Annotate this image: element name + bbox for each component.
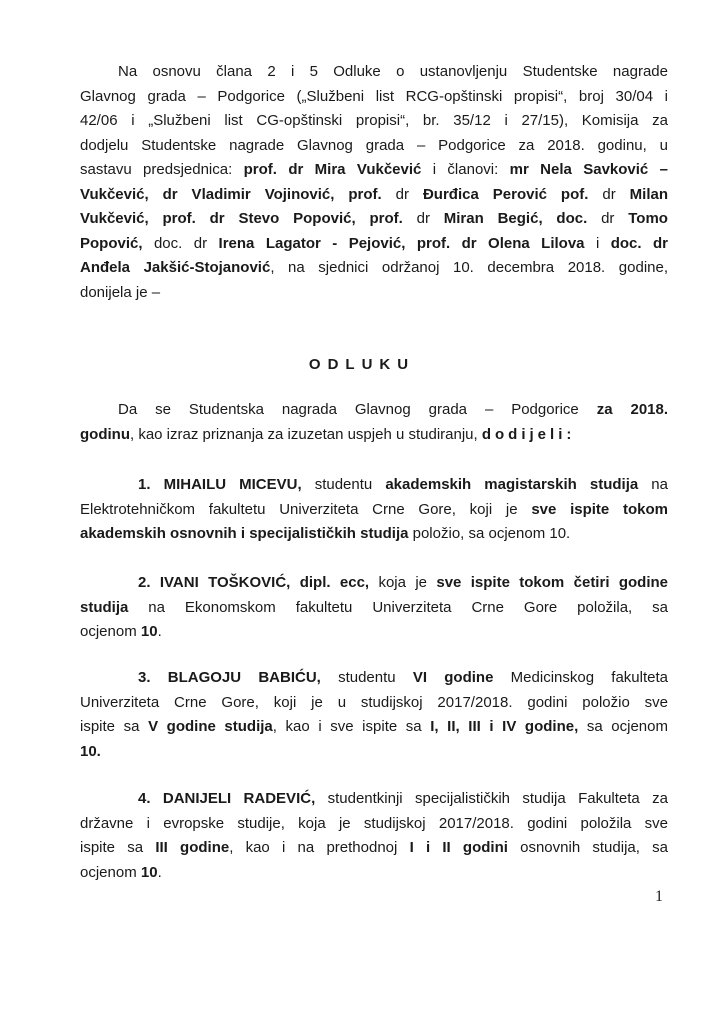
text-line [80, 666, 668, 691]
text-line [80, 183, 668, 208]
bold-text: sve ispite tokom [531, 500, 668, 518]
text: i članovi: [421, 161, 510, 178]
text: , na sjednici održanoj 10. decembra 2018. godine, [270, 259, 669, 276]
bold-text: I i II godini [409, 839, 508, 856]
text-line [80, 281, 668, 306]
bold-text: akademskih osnovnih i specijalističkih studija [80, 525, 409, 542]
bold-text: akademskih magistarskih studija [385, 476, 639, 493]
text: Elektrotehničkom fakultetu Univerziteta Crne Gore, koji je [80, 500, 532, 518]
bold-text: I, II, III i IV godine, [430, 718, 579, 735]
text-line [80, 740, 668, 765]
text: na Ekonomskom fakultetu Univerziteta Crne Gore položila, sa [128, 598, 668, 616]
text: donijela je – [80, 283, 161, 301]
bold-text: Đurđica Perović pof. [422, 185, 589, 203]
text: sa ocjenom [578, 718, 668, 735]
bold-text: Miran Begić, doc. [443, 210, 588, 227]
text: ispite sa [80, 839, 156, 856]
text-line [80, 109, 668, 134]
text: Na osnovu člana 2 i 5 Odluke o ustanovljenju Studentske nagrade [118, 63, 668, 80]
bold-text: dodijeli: [481, 425, 576, 443]
text-line [80, 571, 668, 596]
text: i [584, 234, 611, 252]
bold-text: Vukčević, prof. dr Stevo Popović, prof. [80, 210, 403, 227]
text: osnovnih studija, sa [507, 839, 668, 856]
text-line [80, 836, 668, 861]
bold-text: Irena Lagator - Pejović, prof. dr Olena Lilova [218, 234, 585, 252]
page-number: 1 [655, 888, 663, 905]
text-line [80, 60, 668, 85]
text-line [80, 207, 668, 232]
text: Da se Studentska nagrada Glavnog grada – Podgorice [118, 401, 597, 418]
bold-text: studija [80, 598, 129, 616]
text-line [80, 498, 668, 523]
text-line [80, 522, 668, 547]
text: , kao i na prethodnoj [229, 839, 410, 856]
bold-text: sve ispite tokom četiri godine [436, 574, 668, 591]
text: 42/06 i „Službeni list CG-opštinski propisi“, br. 35/12 i 27/15), Komisija za [80, 112, 668, 129]
text: dodjelu Studentske nagrade Glavnog grada – Podgorice za 2018. godinu, u [80, 136, 668, 154]
intro-paragraph [80, 60, 668, 305]
text: , kao izraz priznanja za izuzetan uspjeh u studiranju, [129, 425, 482, 443]
bold-text: Tomo [628, 210, 668, 227]
bold-text: III godine [155, 839, 230, 856]
text: studentkinji specijalističkih studija Fakulteta za [315, 790, 668, 807]
text: studentu [320, 669, 413, 686]
award-item-1 [80, 473, 668, 547]
bold-text: Popović, [80, 234, 143, 252]
bold-text: mr Nela Savković – [509, 161, 668, 178]
text-line [80, 398, 668, 423]
bold-text: VI godine [412, 669, 494, 686]
text-line [80, 158, 668, 183]
bold-text: Vukčević, dr Vladimir Vojinović, prof. [80, 185, 382, 203]
text: položio, sa ocjenom 10. [408, 525, 571, 542]
bold-text: V godine studija [148, 718, 273, 735]
bold-text: 10. [80, 742, 101, 760]
bold-text: godinu [80, 425, 130, 443]
text: dr [381, 185, 423, 203]
text: državne i evropske studije, koja je studijskoj 2017/2018. godini položila sve [80, 814, 668, 832]
text: Medicinskog fakulteta [493, 669, 668, 686]
bold-text: 2. IVANI TOŠKOVIĆ, dipl. ecc, [138, 574, 370, 591]
text: koja je [369, 574, 437, 591]
text: studentu [301, 476, 386, 493]
bold-text: za 2018. [596, 401, 669, 418]
text-line [80, 620, 668, 645]
award-item-2 [80, 571, 668, 645]
bold-text: doc. dr [610, 234, 668, 252]
text: na [638, 476, 668, 493]
text: dr [402, 210, 444, 227]
award-item-4 [80, 787, 668, 885]
text: , kao i sve ispite sa [272, 718, 431, 735]
text-line [80, 256, 668, 281]
text: ocjenom [80, 863, 141, 881]
text-line [80, 861, 668, 886]
award-item-3 [80, 666, 668, 764]
text-line [80, 691, 668, 716]
text-line [80, 812, 668, 837]
text: sastavu predsjednica: [80, 161, 244, 178]
text: . [157, 623, 162, 640]
text-line [80, 423, 668, 448]
decision-paragraph [80, 398, 668, 447]
text: ocjenom [80, 623, 141, 640]
text-line [80, 85, 668, 110]
bold-text: 3. BLAGOJU BABIĆU, [138, 669, 321, 686]
text-line [80, 715, 668, 740]
text: dr [587, 210, 629, 227]
bold-text: Milan [629, 185, 668, 203]
text: doc. dr [142, 234, 219, 252]
bold-text: 10 [140, 863, 158, 881]
text-line [80, 596, 668, 621]
bold-text: 1. MIHAILU MICEVU, [138, 476, 302, 493]
text: Glavnog grada – Podgorice („Službeni list RCG-opštinski propisi“, broj 30/04 i [80, 87, 668, 105]
bold-text: 10 [140, 623, 158, 640]
text-line [80, 473, 668, 498]
bold-text: Anđela Jakšić-Stojanović [80, 259, 271, 276]
text: dr [588, 185, 630, 203]
text-line [80, 787, 668, 812]
text-line [80, 232, 668, 257]
text: ispite sa [80, 718, 149, 735]
text: Univerziteta Crne Gore, koji je u studijskoj 2017/2018. godini položio sve [80, 693, 668, 711]
text-line [80, 134, 668, 159]
decision-heading: ODLUKU [308, 356, 416, 373]
bold-text: 4. DANIJELI RADEVIĆ, [138, 790, 316, 807]
text: . [157, 863, 162, 881]
bold-text: prof. dr Mira Vukčević [243, 161, 422, 178]
